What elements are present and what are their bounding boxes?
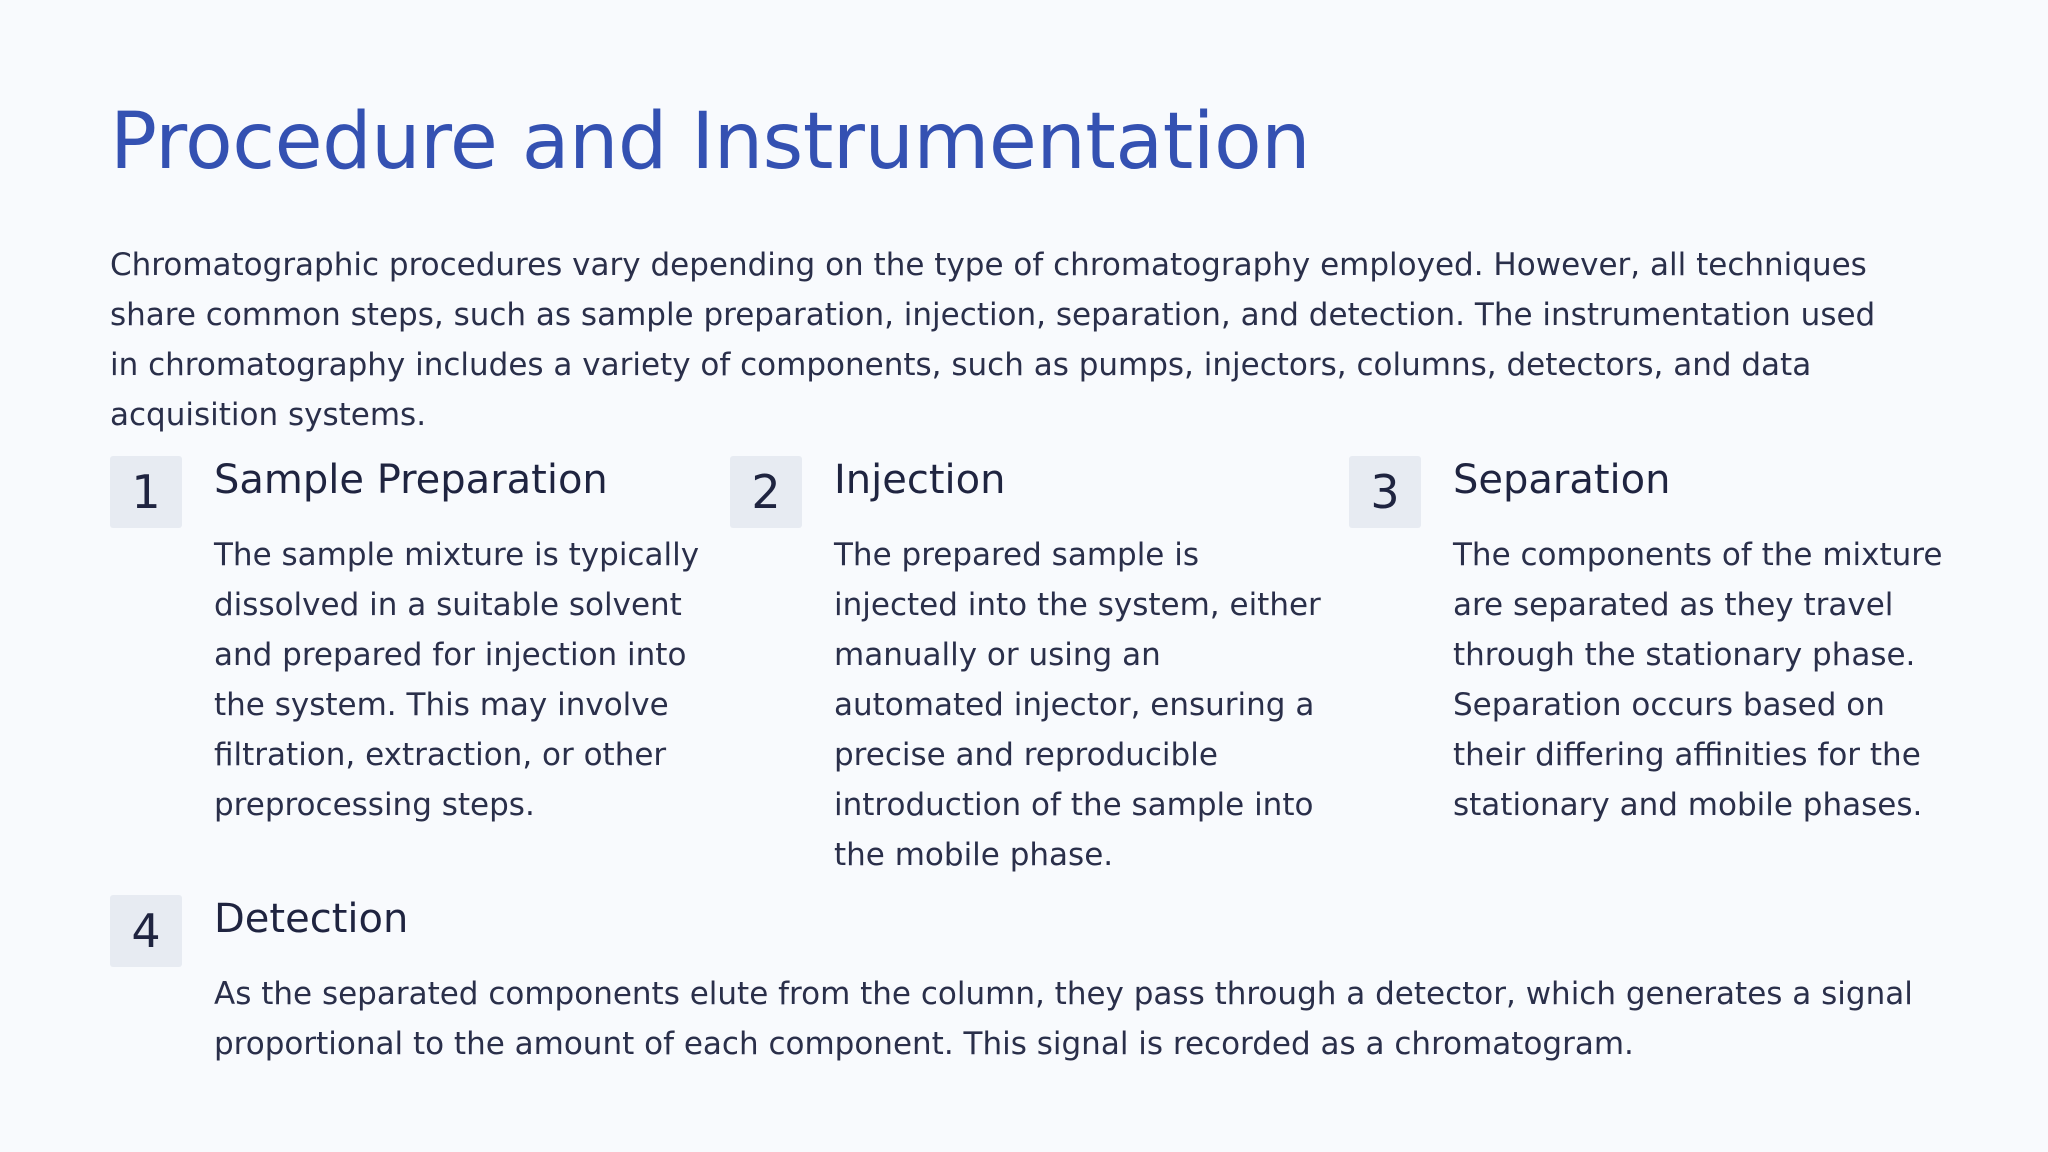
step-number-badge: 2 — [730, 456, 802, 528]
step-title: Separation — [1453, 457, 1671, 503]
step-description: The sample mixture is typically dissolved in a suitable solvent and prepared for injection into the system. This may involve filtration, extraction, or other preprocessing steps. — [214, 537, 700, 823]
step-number-badge: 4 — [110, 895, 182, 967]
step-title: Sample Preparation — [214, 457, 608, 503]
page-title: Procedure and Instrumentation — [110, 97, 1311, 187]
step-description: The prepared sample is injected into the system, either manually or using an automated injector, ensuring a precise and reproducible introduction of the sample into the mobile phase. — [834, 537, 1321, 873]
step-description: As the separated components elute from the column, they pass through a detector, which generates a signal proportional to the amount of each component. This signal is recorded as a chromatogram. — [214, 976, 1913, 1062]
step-number-badge: 1 — [110, 456, 182, 528]
step-number-badge: 3 — [1349, 456, 1421, 528]
step-title: Injection — [834, 457, 1006, 503]
step-title: Detection — [214, 896, 409, 942]
step-description: The components of the mixture are separated as they travel through the stationary phase. Separation occurs based on their differing affinities for the stationary and mobile phases. — [1453, 537, 1943, 823]
intro-paragraph: Chromatographic procedures vary depending on the type of chromatography employed. However, all techniques share common steps, such as sample preparation, injection, separation, and detection. The instrumentation used in chromatography includes a variety of components, such as pumps, injectors, columns, detectors, and data acquisition systems. — [110, 247, 1876, 433]
